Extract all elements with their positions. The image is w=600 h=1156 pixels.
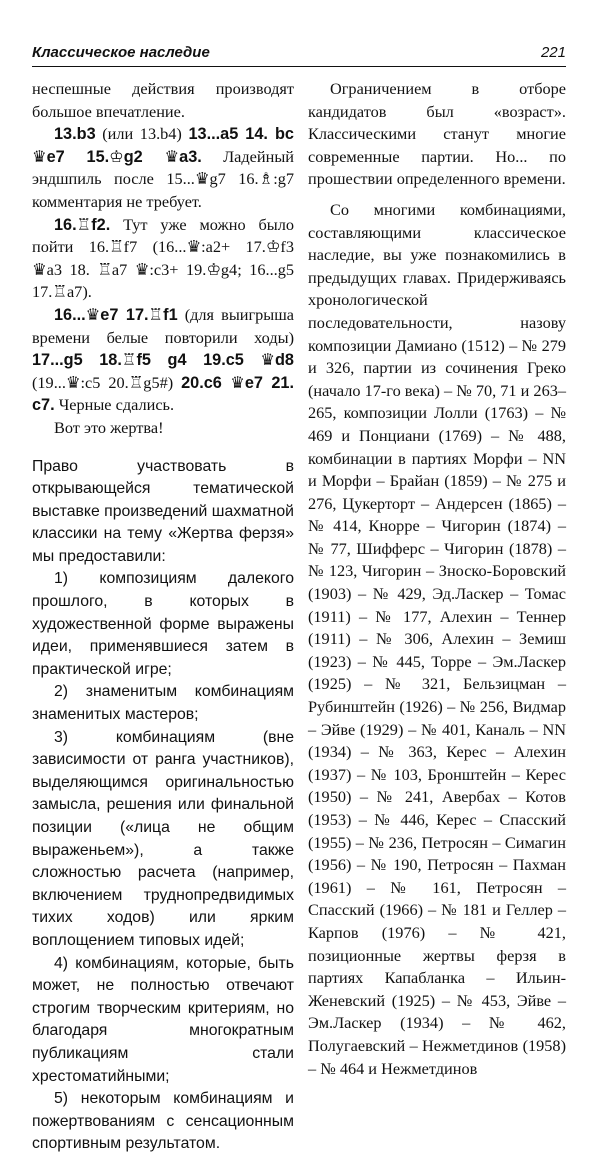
- move-text: 13.b3: [54, 125, 96, 144]
- paragraph: Вот это жертва!: [54, 417, 164, 437]
- page-number: 221: [540, 44, 566, 61]
- list-item: 5) некоторым комбинациям и пожертвованиям с сенсационным спортивным результатом.: [32, 1090, 294, 1153]
- section-gap: [32, 440, 294, 456]
- page-header: [32, 44, 566, 67]
- move-text: 17...g5 18.♖f5 g4 19.c5 ♛d8: [32, 351, 294, 370]
- list-item: 3) комбинациям (вне зависимости от ранга участников), выделяющимся оригинальностью замысла, решения или финальной позиции («лица не общим выраженьем»), а также сложностью расчета (например, включением труднопредвидимых тихих ходов) или ярким воплощением типовых идей;: [32, 728, 294, 949]
- running-title: Классическое наследие: [32, 44, 210, 61]
- chess-moves-paragraph: [32, 304, 294, 417]
- chess-moves-paragraph: [32, 123, 294, 213]
- left-column: [32, 78, 294, 1156]
- comment-text: (или 13.b4): [95, 124, 189, 144]
- move-text: 13...a5 14. bc ♛e7 15.♔g2 ♛a3.: [32, 125, 294, 166]
- list-item: 2) знаменитым комбинациям знаменитых мастеров;: [32, 683, 294, 724]
- intro-paragraph: Право участвовать в открывающейся тематической выставке произведений шахматной классики на тему «Жертва ферзя» мы предоставили:: [32, 457, 294, 565]
- chess-moves-paragraph: [32, 214, 294, 304]
- paragraph: Ограничением в отборе кандидатов был «возраст». Классическими станут многие современные партии. Но... по прошествии определенного времени.: [308, 79, 566, 189]
- right-column: [308, 78, 566, 1080]
- exhibition-section: [32, 456, 294, 1156]
- comment-text: Ладейный эндшпиль после 15...♛g7 16.♗:g7 комментария не требует.: [32, 146, 294, 211]
- comment-text: (для выигрыша времени белые повторили ходы): [32, 304, 294, 347]
- paragraph: Со многими комбинациями, составляющими классическое наследие, вы уже познакомились в предыдущих главах. Придерживаясь хронологической последовательности, назову композиции Дамиано (1512) – № 279 и 326, партии из сочинения Греко (начало 17-го века) – № 70, 71 и 263–265, композиции Лолли (1763) – № 469 и Понциани (1769) – № 488, комбинации в партиях Морфи – NN и Морфи – Брайан (1859) – № 275 и 276, Цукерторт – Андерсен (1865) – № 414, Кнорре – Чигорин (1874) – № 77, Шифферс – Чигорин (1878) – № 123, Чигорин – Зноско-Боровский (1903) – № 429, Эд.Ласкер – Томас (1911) – № 177, Алехин – Теннер (1911) – № 306, Алехин – Земиш (1923) – № 445, Торре – Эм.Ласкер (1925) – № 321, Бельзицман – Рубинштейн (1926) – № 256, Видмар – Эйве (1929) – № 401, Каналь – NN (1934) – № 363, Керес – Алехин (1937) – № 103, Бронштейн – Керес (1950) – № 241, Авербах – Котов (1953) – № 446, Керес – Спасский (1955) – № 236, Петросян – Симагин (1956) – № 190, Петросян – Пахман (1961) – № 161, Петросян – Спасский (1966) – № 181 и Геллер – Карпов (1976) – № 421, позиционные жертвы ферзя в партиях Капабланка – Ильин-Женевский (1925) – № 453, Эйве – Эм.Ласкер (1934) – № 462, Полугаевский – Нежметдинов (1958) – № 464 и Нежметдинов: [308, 199, 566, 1078]
- move-text: 16...♛e7 17.♖f1: [54, 305, 178, 324]
- comment-text: Тут уже можно было пойти 16.♖f7 (16...♛:a2+ 17.♔f3 ♛a3 18. ♖a7 ♛:c3+ 19.♔g4; 16...g5 17.♖a7).: [32, 214, 294, 302]
- comment-text: Черные сдались.: [54, 395, 175, 415]
- list-item: 1) композициям далекого прошлого, в которых в художественной форме выражены идеи, применявшиеся затем в практической игре;: [32, 570, 294, 678]
- list-item: 4) комбинациям, которые, быть может, не полностью отвечают строгим творческим критериям, но благодаря многократным публикациям стали хрестоматийными;: [32, 954, 294, 1085]
- comment-text: (19...♛:c5 20.♖g5#): [32, 372, 182, 392]
- move-text: 16.♖f2.: [54, 215, 111, 234]
- move-text: 20.c6 ♛e7 21. c7.: [32, 373, 294, 415]
- paragraph: неспешные действия производят большое впечатление.: [32, 79, 294, 121]
